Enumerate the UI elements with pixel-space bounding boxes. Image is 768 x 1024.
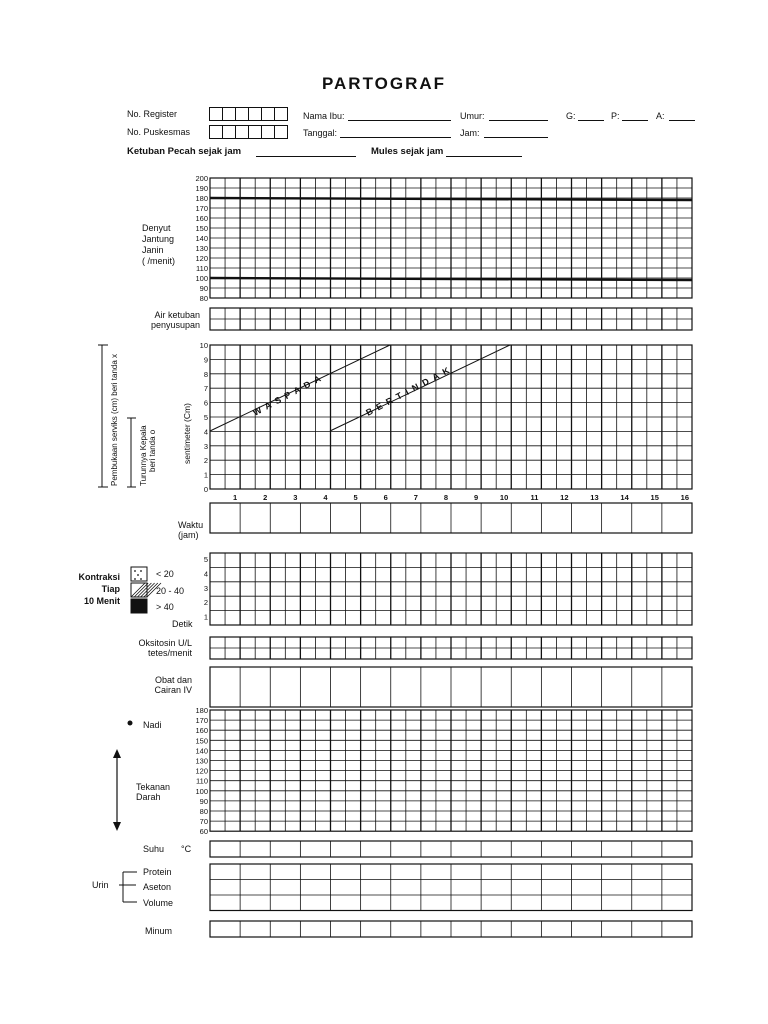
urin-protein-label: Protein — [143, 867, 172, 877]
contraction-tick: 5 — [203, 555, 208, 564]
tekanan-arrow-down — [113, 822, 121, 831]
tekanan-arrow-up — [113, 749, 121, 758]
hour-label: 6 — [383, 493, 388, 502]
hour-label: 2 — [263, 493, 268, 502]
hour-label: 9 — [473, 493, 479, 502]
urin-aseton-label: Aseton — [143, 882, 172, 892]
a-label: A: — [656, 111, 665, 121]
fhr-tick: 80 — [199, 294, 208, 303]
dilation-tick: 4 — [203, 427, 208, 437]
oxytocin-label: Oksitosin U/L tetes/menit — [138, 638, 192, 658]
hour-label: 12 — [560, 493, 569, 502]
tekanan-label: Tekanan Darah — [136, 782, 171, 802]
urin-volume-label: Volume — [143, 898, 174, 908]
dilation-tick: 3 — [203, 441, 208, 451]
contraction-tick: 1 — [203, 612, 208, 622]
legend-dot — [134, 578, 136, 580]
fhr-tick: 110 — [196, 264, 208, 273]
drugs-label: Obat dan Cairan IV — [154, 675, 192, 695]
fhr-tick: 150 — [195, 224, 208, 233]
hour-label: 5 — [353, 493, 358, 502]
hour-label: 11 — [530, 493, 539, 502]
hour-label: 7 — [413, 493, 418, 502]
fhr-tick: 160 — [195, 214, 208, 223]
dilation-tick: 5 — [203, 413, 208, 422]
hour-label: 15 — [650, 493, 659, 502]
legend-dot — [134, 570, 136, 572]
dilation-tick: 8 — [203, 369, 208, 379]
pembukaan-label: Pembukaan serviks (cm) beri tanda x — [110, 353, 119, 486]
legend-box-dotted — [131, 567, 147, 581]
hour-label: 4 — [323, 493, 328, 502]
hour-label: 3 — [293, 493, 298, 502]
hour-label: 10 — [499, 493, 509, 502]
fhr-tick: 140 — [195, 234, 208, 243]
hour-label: 14 — [620, 493, 629, 502]
umur-label: Umur: — [460, 111, 485, 121]
nadi-dot — [128, 721, 133, 726]
fhr-label: Denyut Jantung Janin ( /menit) — [142, 223, 176, 266]
turunnya-label-1: Turunnya Kepala — [139, 425, 148, 486]
turunnya-label-2: beri tanda o — [148, 429, 157, 472]
vitals-tick: 130 — [195, 756, 208, 766]
vitals-tick: 80 — [199, 807, 208, 816]
p-label: P: — [611, 111, 620, 121]
fhr-tick: 120 — [195, 254, 208, 263]
vitals-tick: 60 — [199, 827, 208, 837]
no-puskesmas-label: No. Puskesmas — [127, 127, 191, 137]
sentimeter-axis-label: sentimeter (Cm) — [182, 403, 192, 464]
dilation-tick: 10 — [199, 341, 208, 350]
legend-lt20: < 20 — [156, 569, 174, 579]
contraction-label: Kontraksi Tiap 10 Menit — [78, 572, 120, 606]
bertindak-label: BERTINDAK — [364, 362, 456, 418]
dilation-tick: 1 — [203, 470, 208, 480]
fhr-tick: 130 — [195, 244, 208, 253]
vitals-tick: 70 — [199, 817, 208, 827]
vitals-tick: 140 — [195, 746, 208, 756]
legend-box-solid — [131, 599, 147, 613]
suhu-unit: °C — [181, 844, 192, 854]
mules-label: Mules sejak jam — [371, 146, 444, 157]
hour-label: 8 — [443, 493, 448, 502]
vitals-tick: 150 — [195, 736, 208, 746]
detik-label: Detik — [172, 619, 193, 629]
no-register-label: No. Register — [127, 109, 178, 119]
contraction-tick: 2 — [203, 598, 208, 608]
tanggal-label: Tanggal: — [303, 128, 338, 138]
dilation-tick: 2 — [203, 456, 208, 466]
hour-label: 16 — [680, 493, 689, 502]
waktu-label: Waktu (jam) — [178, 520, 204, 540]
waspada-label: WASPADA — [251, 371, 327, 418]
nama-ibu-label: Nama Ibu: — [303, 111, 345, 121]
vitals-tick: 110 — [196, 776, 208, 786]
amniotic-label: Air ketuban penyusupan — [150, 310, 200, 330]
legend-20-40: 20 - 40 — [156, 586, 185, 596]
vitals-tick: 90 — [199, 796, 208, 806]
contraction-tick: 3 — [203, 583, 208, 593]
legend-dot — [140, 578, 142, 580]
vitals-tick: 170 — [195, 716, 208, 726]
dilation-tick: 7 — [203, 384, 208, 394]
fhr-tick: 180 — [195, 194, 208, 203]
dilation-tick: 9 — [203, 355, 208, 365]
fhr-tick: 100 — [195, 274, 208, 283]
ketuban-label: Ketuban Pecah sejak jam — [127, 146, 242, 157]
vitals-tick: 160 — [195, 726, 208, 736]
fhr-tick: 200 — [195, 174, 208, 183]
fhr-tick: 170 — [195, 204, 208, 213]
dilation-tick: 0 — [203, 485, 208, 494]
minum-label: Minum — [145, 926, 173, 936]
vitals-tick: 120 — [195, 766, 208, 776]
dilation-tick: 6 — [203, 398, 208, 408]
fhr-tick: 90 — [199, 284, 208, 293]
hour-label: 1 — [232, 493, 238, 502]
legend-gt40: > 40 — [156, 602, 174, 612]
hour-label: 13 — [590, 493, 599, 502]
jam-label: Jam: — [460, 128, 480, 138]
contraction-tick: 4 — [203, 569, 208, 579]
fhr-tick: 190 — [195, 184, 208, 193]
vitals-tick: 100 — [195, 786, 208, 796]
legend-dot — [140, 570, 142, 572]
suhu-label: Suhu — [143, 844, 165, 854]
vitals-tick: 180 — [195, 706, 208, 715]
nadi-label: Nadi — [143, 720, 162, 730]
g-label: G: — [566, 111, 576, 121]
legend-dot — [137, 574, 139, 576]
urin-label: Urin — [92, 880, 109, 890]
page-title: PARTOGRAF — [321, 74, 447, 93]
